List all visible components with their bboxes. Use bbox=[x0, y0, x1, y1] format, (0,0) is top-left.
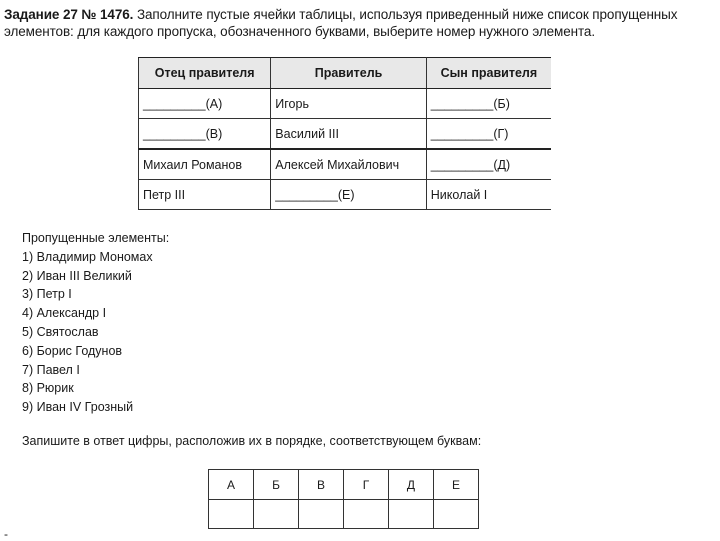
answer-letters-row bbox=[209, 470, 479, 500]
answer-cell[interactable] bbox=[344, 500, 389, 529]
table-row bbox=[139, 180, 552, 210]
answer-letter: А bbox=[209, 470, 254, 500]
header-ruler: Правитель bbox=[271, 58, 427, 89]
task-label: Задание 27 № 1476. bbox=[4, 7, 134, 22]
answer-instruction: Запишите в ответ цифры, расположив их в порядке, соответствующем буквам: bbox=[22, 434, 482, 448]
answer-letter: Б bbox=[254, 470, 299, 500]
table-cell: Петр III bbox=[139, 180, 271, 210]
list-item: 5) Святослав bbox=[22, 324, 99, 339]
table-row bbox=[139, 89, 552, 119]
list-item: 1) Владимир Мономах bbox=[22, 249, 153, 264]
table-cell: _________(А) bbox=[139, 89, 271, 119]
answer-cell[interactable] bbox=[389, 500, 434, 529]
list-item: 7) Павел I bbox=[22, 362, 80, 377]
table-header-row bbox=[139, 58, 552, 89]
table-cell: _________(Д) bbox=[426, 149, 551, 180]
answer-cells-row bbox=[209, 500, 479, 529]
rulers-table bbox=[138, 57, 551, 210]
list-item: 6) Борис Годунов bbox=[22, 343, 123, 358]
table-cell: Алексей Михайлович bbox=[271, 149, 427, 180]
answer-table bbox=[208, 469, 479, 529]
answer-letter: Д bbox=[389, 470, 434, 500]
list-item: 8) Рюрик bbox=[22, 381, 74, 396]
list-item: 3) Петр I bbox=[22, 287, 72, 302]
footer-mark: - bbox=[4, 527, 8, 541]
table-cell: _________(Г) bbox=[426, 119, 551, 150]
table-cell: Игорь bbox=[271, 89, 427, 119]
table-row bbox=[139, 149, 552, 180]
answer-cell[interactable] bbox=[299, 500, 344, 529]
answer-cell[interactable] bbox=[209, 500, 254, 529]
list-title: Пропущенные элементы: bbox=[22, 231, 170, 245]
list-item: 4) Александр I bbox=[22, 306, 107, 321]
table-cell: Николай I bbox=[426, 180, 551, 210]
header-son: Сын правителя bbox=[426, 58, 551, 89]
task-statement bbox=[4, 6, 704, 40]
answer-letter: В bbox=[299, 470, 344, 500]
table-cell: Михаил Романов bbox=[139, 149, 271, 180]
table-cell: _________(Б) bbox=[426, 89, 551, 119]
table-cell: _________(В) bbox=[139, 119, 271, 150]
missing-elements-list bbox=[22, 229, 169, 417]
table-row bbox=[139, 119, 552, 150]
answer-letter: Е bbox=[434, 470, 479, 500]
header-father: Отец правителя bbox=[139, 58, 271, 89]
table-cell: _________(Е) bbox=[271, 180, 427, 210]
table-cell: Василий III bbox=[271, 119, 427, 150]
answer-letter: Г bbox=[344, 470, 389, 500]
answer-cell[interactable] bbox=[254, 500, 299, 529]
answer-cell[interactable] bbox=[434, 500, 479, 529]
task-text: Заполните пустые ячейки таблицы, используя приведенный ниже список пропущенных элементов: для каждого пропуска, обозначенного буквами, выберите номер нужного элемента. bbox=[4, 7, 678, 39]
list-item: 9) Иван IV Грозный bbox=[22, 400, 134, 415]
list-item: 2) Иван III Великий bbox=[22, 268, 132, 283]
